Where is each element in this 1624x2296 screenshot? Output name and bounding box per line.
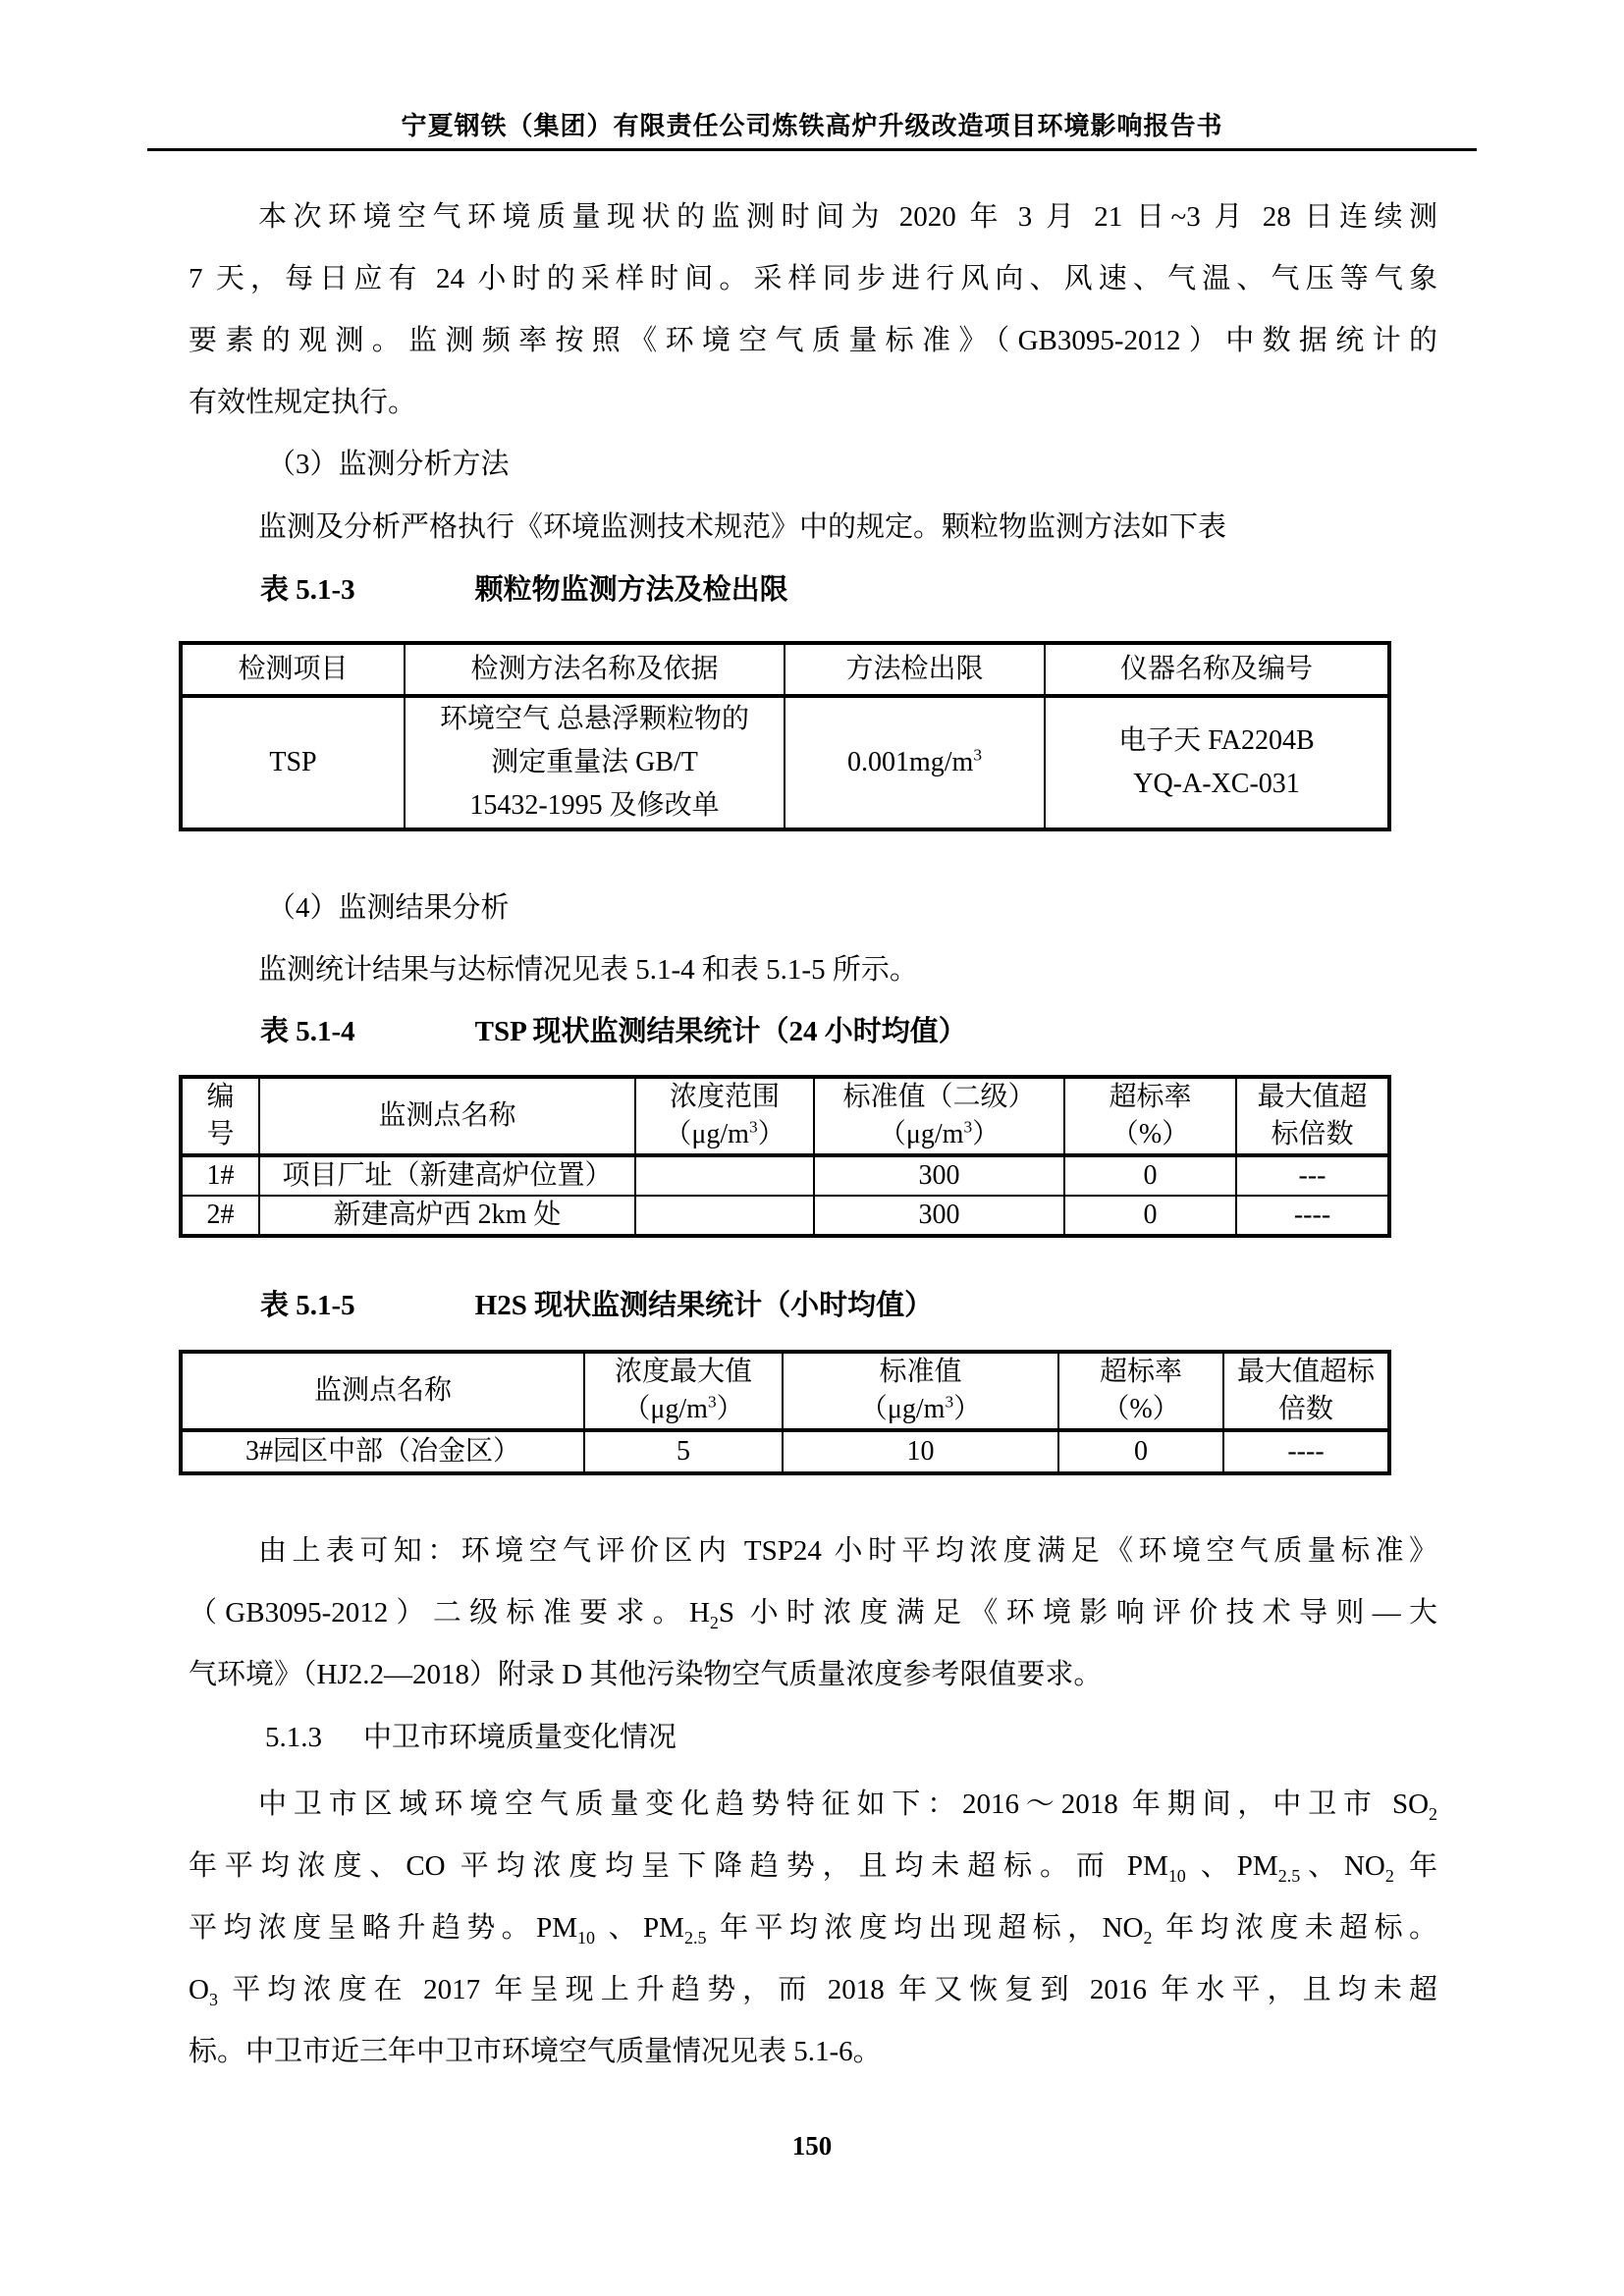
running-header-title: 宁夏钢铁（集团）有限责任公司炼铁高炉升级改造项目环境影响报告书 bbox=[401, 112, 1223, 140]
table-cell-standard: 300 bbox=[814, 1196, 1064, 1236]
table-cell-standard: 300 bbox=[814, 1155, 1064, 1196]
text-line: 要素的观测。监测频率按照《环境空气质量标准》（GB3095-2012）中数据统计的 bbox=[189, 325, 1437, 356]
table-row bbox=[181, 1430, 1389, 1473]
table-caption-513 bbox=[260, 560, 788, 621]
heading-513-zhongwei-env-quality bbox=[265, 1707, 677, 1769]
table-caption-label: 表 5.1-4 bbox=[260, 1016, 355, 1047]
column-header: 标准值 $(\mu g/m^3)$ bbox=[783, 1352, 1058, 1430]
column-header: 检测项目 bbox=[181, 643, 405, 696]
text-line: 监测及分析严格执行《环境监测技术规范》中的规定。颗粒物监测方法如下表 bbox=[258, 511, 1227, 543]
table-cell-max-ratio: ---- bbox=[1223, 1430, 1389, 1473]
header-divider-line bbox=[147, 148, 1477, 151]
table-cell-range bbox=[635, 1155, 814, 1196]
h2s-results-table bbox=[179, 1350, 1391, 1475]
column-header: 仪器名称及编号 bbox=[1045, 643, 1389, 696]
table-cell-exceed-rate: 0 bbox=[1064, 1155, 1236, 1196]
text-line: 气环境》（HJ2.2—2018）附录 D 其他污染物空气质量浓度参考限值要求。 bbox=[189, 1659, 1103, 1690]
table-cell-range bbox=[635, 1196, 814, 1236]
table-caption-label: 表 5.1-5 bbox=[260, 1290, 355, 1321]
table-cell-instrument: 电子天 FA2204B YQ-A-XC-031 bbox=[1045, 696, 1389, 829]
text-line: 平均浓度呈略升趋势。$PM_{10}$ 、$PM_{2.5}$ 年平均浓度均出现超标，$NO_2$ 年均浓度未超标。 bbox=[189, 1912, 1437, 1948]
tsp-results-table bbox=[179, 1075, 1391, 1238]
table-cell-max-value: 5 bbox=[584, 1430, 783, 1473]
text-line: 7 天，每日应有 24 小时的采样时间。采样同步进行风向、风速、气温、气压等气象 bbox=[189, 263, 1437, 294]
column-header: 方法检出限 bbox=[785, 643, 1045, 696]
column-header: 监测点名称 bbox=[259, 1077, 635, 1155]
paragraph-result-reference bbox=[189, 939, 1437, 1001]
table-cell-site: 新建高炉西 2km 处 bbox=[259, 1196, 635, 1236]
text-line: 有效性规定执行。 bbox=[189, 387, 417, 418]
text-line: 年平均浓度、CO 平均浓度均呈下降趋势，且均未超标。而 $PM_{10}$ 、$PM_{2.5}$、$NO_2$ 年 bbox=[189, 1850, 1437, 1886]
paragraph-monitoring-time bbox=[189, 187, 1437, 434]
column-header: 最大值超 标倍数 bbox=[1236, 1077, 1389, 1155]
table-caption-title: H2S 现状监测结果统计（小时均值） bbox=[474, 1290, 934, 1321]
paragraph-analysis-spec bbox=[189, 497, 1437, 559]
table-cell-method: 环境空气 总悬浮颗粒物的 测定重量法 GB/T 15432-1995 及修改单 bbox=[405, 696, 785, 829]
paragraph-trend-analysis bbox=[189, 1774, 1437, 2083]
table-caption-label: 表 5.1-3 bbox=[260, 574, 355, 606]
table-cell-exceed-rate: 0 bbox=[1064, 1196, 1236, 1236]
table-cell-max-ratio: --- bbox=[1236, 1155, 1389, 1196]
table-row bbox=[181, 1196, 1389, 1236]
table-cell-exceed-rate: 0 bbox=[1058, 1430, 1223, 1473]
column-header: 监测点名称 bbox=[181, 1352, 584, 1430]
table-cell-id: 2# bbox=[181, 1196, 259, 1236]
table-row bbox=[181, 1155, 1389, 1196]
table-caption-514 bbox=[260, 1001, 967, 1063]
column-header: 超标率 （%） bbox=[1058, 1352, 1223, 1430]
table-cell-item: TSP bbox=[181, 696, 405, 829]
heading-monitoring-analysis-method: （3）监测分析方法 bbox=[267, 449, 510, 480]
column-header: 超标率 （%） bbox=[1064, 1077, 1236, 1155]
column-header: 检测方法名称及依据 bbox=[405, 643, 785, 696]
heading-monitoring-result-analysis: （4）监测结果分析 bbox=[267, 892, 510, 924]
text-line: 标。中卫市近三年中卫市环境空气质量情况见表 5.1-6。 bbox=[189, 2036, 882, 2067]
table-cell-detection-limit: $0.001mg/m^3$ bbox=[785, 696, 1045, 829]
column-header: 浓度范围 $(\mu g/m^3)$ bbox=[635, 1077, 814, 1155]
table-cell-max-ratio: ---- bbox=[1236, 1196, 1389, 1236]
text-line: 中卫市区域环境空气质量变化趋势特征如下：2016～2018 年期间，中卫市 $SO_2$ bbox=[258, 1789, 1437, 1824]
table-cell-site: 3#园区中部（冶金区） bbox=[181, 1430, 584, 1473]
text-line: $O_3$ 平均浓度在 2017 年呈现上升趋势，而 2018 年又恢复到 2016 年水平，且均未超 bbox=[189, 1974, 1437, 2009]
column-header: 标准值（二级） $(\mu g/m^3)$ bbox=[814, 1077, 1064, 1155]
table-caption-title: 颗粒物监测方法及检出限 bbox=[474, 574, 788, 606]
column-header: 浓度最大值 $(\mu g/m^3)$ bbox=[584, 1352, 783, 1430]
text-line: 由上表可知：环境空气评价区内 TSP24 小时平均浓度满足《环境空气质量标准》 bbox=[258, 1535, 1437, 1567]
heading-number: 5.1.3 bbox=[265, 1722, 322, 1753]
table-row bbox=[181, 696, 1389, 829]
text-line: 本次环境空气环境质量现状的监测时间为 2020 年 3 月 21 日~3 月 28 日连续测 bbox=[258, 201, 1437, 233]
particulate-method-table bbox=[179, 641, 1391, 831]
column-header: 最大值超标 倍数 bbox=[1223, 1352, 1389, 1430]
table-cell-id: 1# bbox=[181, 1155, 259, 1196]
table-header-row bbox=[181, 1077, 1389, 1155]
text-line: 监测统计结果与达标情况见表 5.1-4 和表 5.1-5 所示。 bbox=[258, 954, 918, 986]
paragraph-conclusion bbox=[189, 1521, 1437, 1706]
table-header-row bbox=[181, 643, 1389, 696]
table-header-row bbox=[181, 1352, 1389, 1430]
table-cell-standard: 10 bbox=[783, 1430, 1058, 1473]
table-caption-515 bbox=[260, 1275, 933, 1337]
table-cell-site: 项目厂址（新建高炉位置） bbox=[259, 1155, 635, 1196]
column-header: 编 号 bbox=[181, 1077, 259, 1155]
page-number: 150 bbox=[791, 2131, 833, 2161]
heading-title: 中卫市环境质量变化情况 bbox=[363, 1722, 677, 1753]
text-line: （GB3095-2012）二级标准要求。$H_2S$ 小时浓度满足《环境影响评价技术导则—大 bbox=[189, 1597, 1437, 1632]
table-caption-title: TSP 现状监测结果统计（24 小时均值） bbox=[474, 1016, 967, 1047]
